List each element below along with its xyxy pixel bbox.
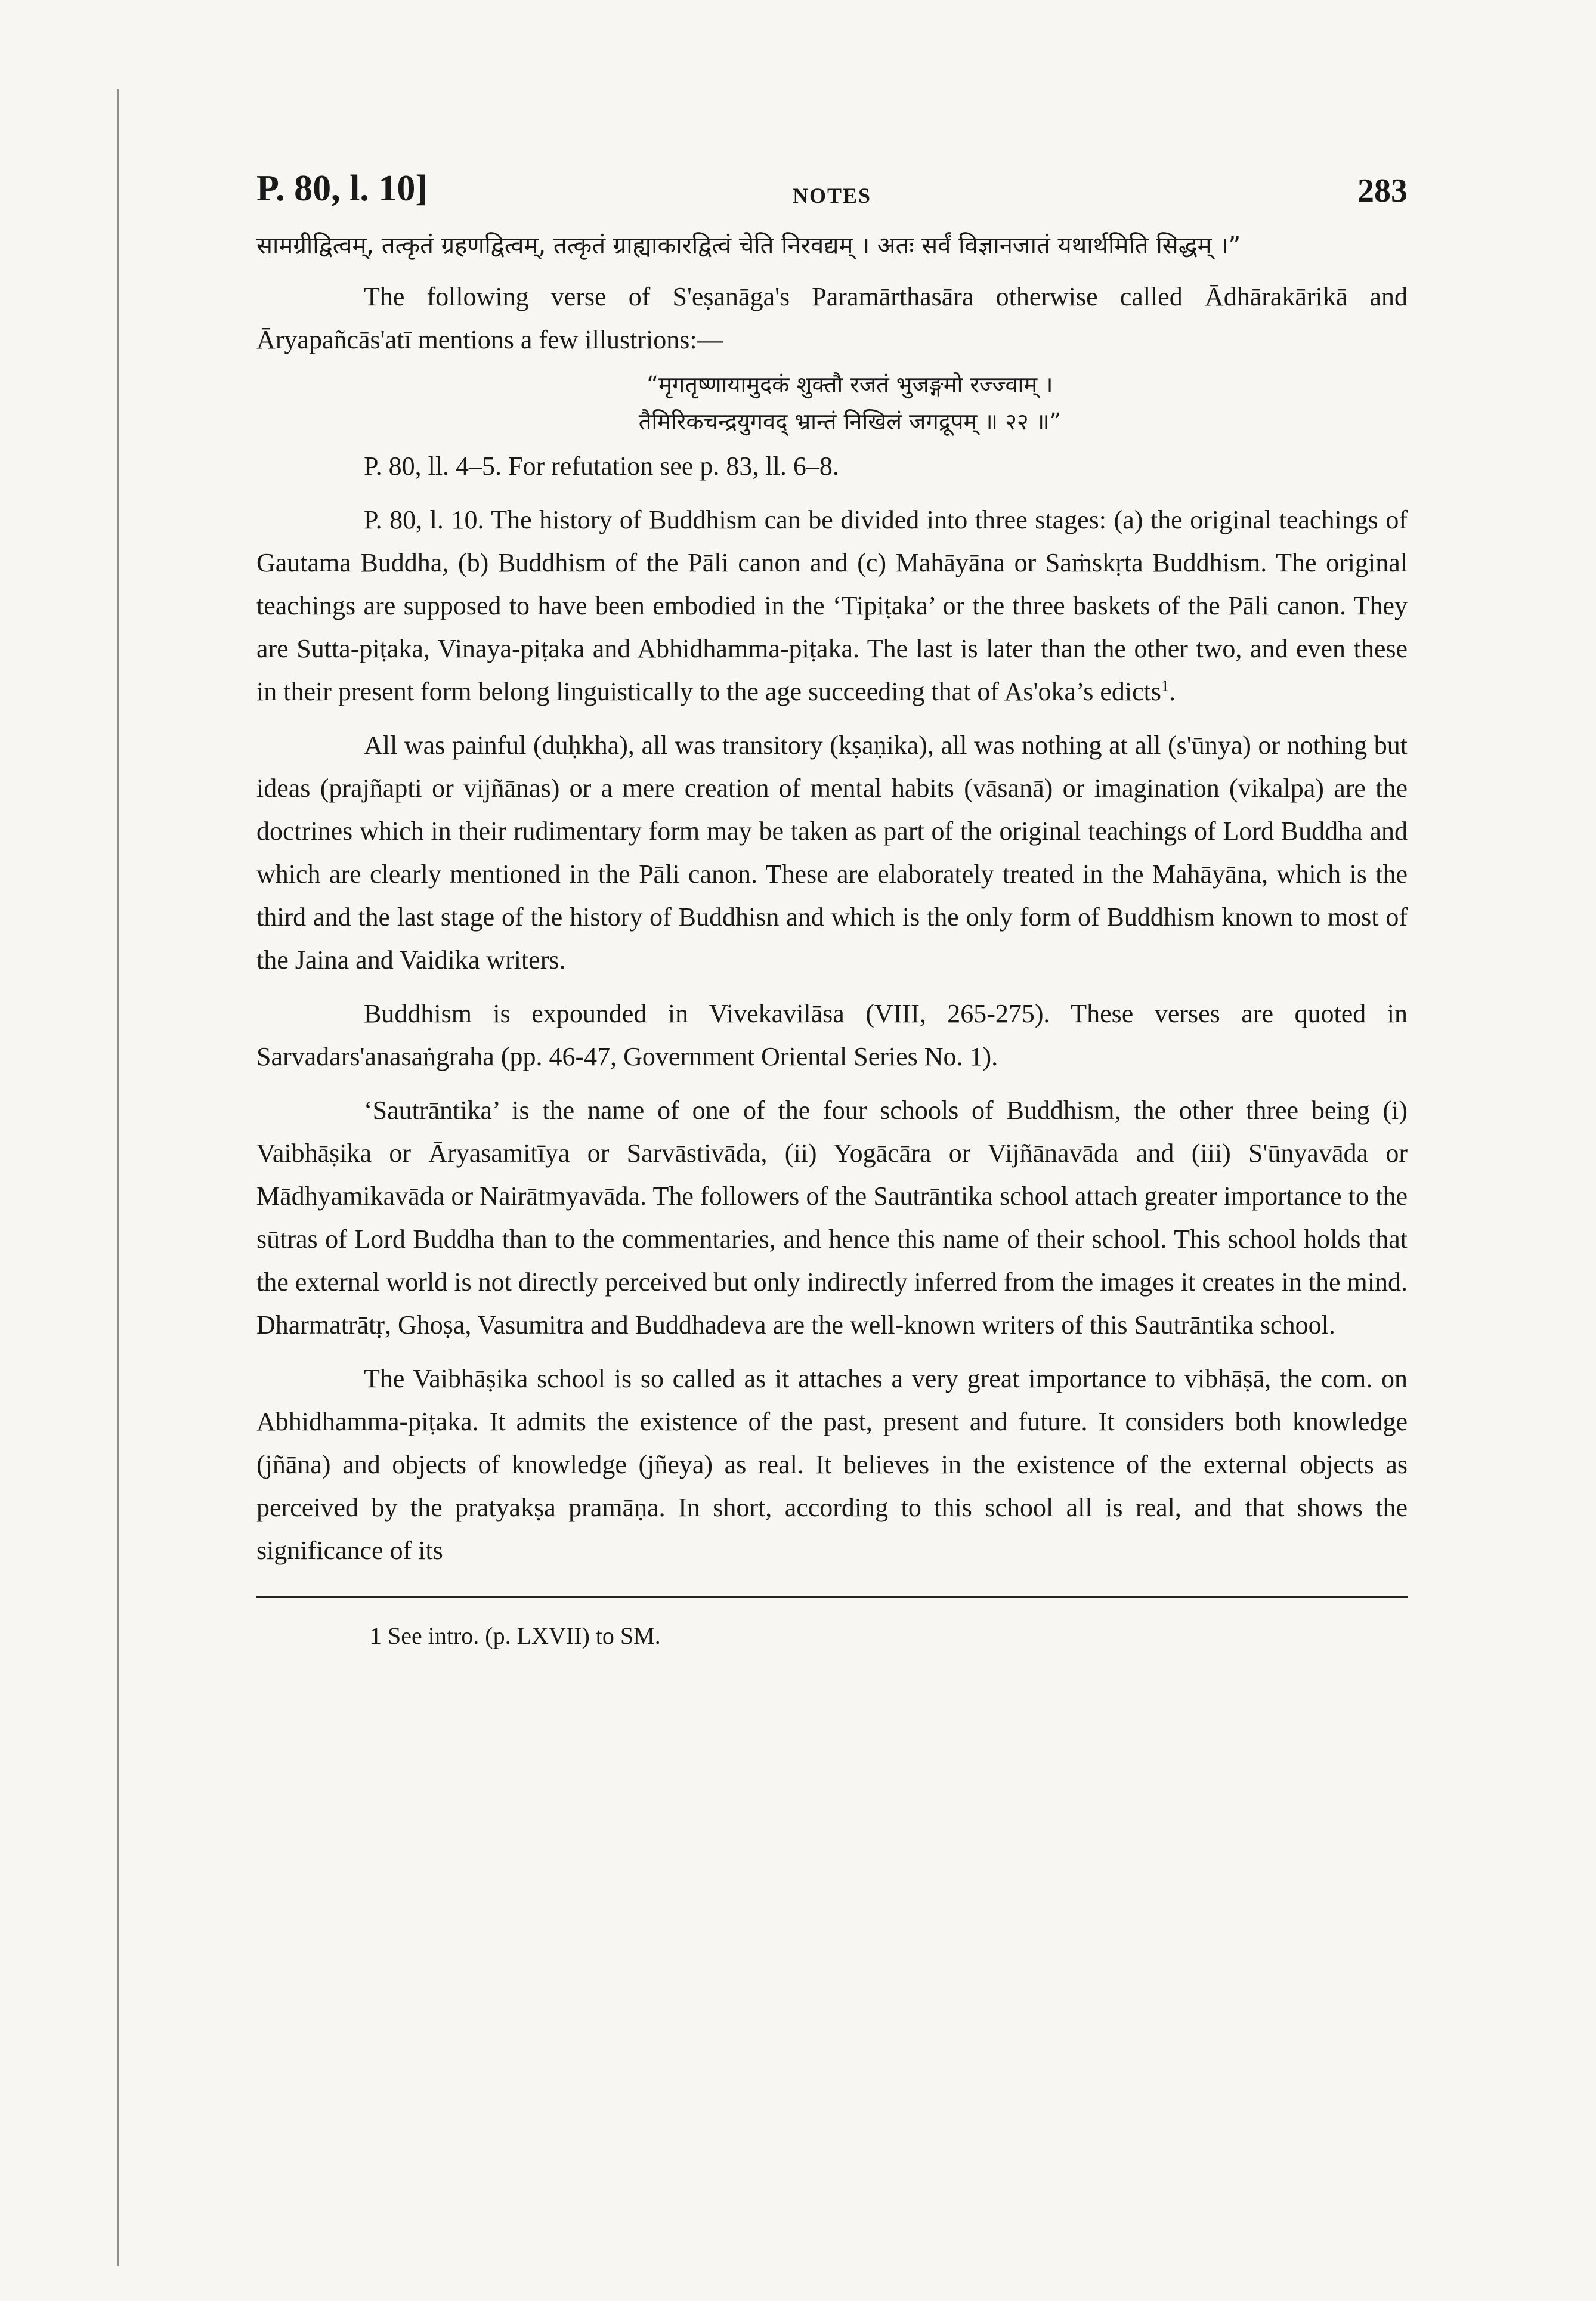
paragraph-history-text: P. 80, l. 10. The history of Buddhism can be divided into three stages: (a) the original teachings of Gautama Buddha, (b) Buddhism of the Pāli canon and (c) Mahāyāna or Saṁskṛta Buddhism. The original teachings are supposed to have been embodied in the ‘Tipiṭaka’ or the three baskets of the Pāli canon. They are Sutta-piṭaka, Vinaya-piṭaka and Abhidhamma-piṭaka. The last is later than the other two, and even these in their present form belong linguistically to the age succeeding that of As'oka’s edicts (256, 505, 1408, 706)
footnote-rule (256, 1596, 1408, 1598)
paragraph-doctrines: All was painful (duḥkha), all was transitory (kṣaṇika), all was nothing at all (s'ūnya) or nothing but ideas (prajñapti or vijñānas) or a mere creation of mental habits (vāsanā) or imagination (vikalpa) are the doctrines which in their rudimentary form may be taken as part of the original teachings of Lord Buddha and which are clearly mentioned in the Pāli canon. These are elaborately treated in the Mahāyāna, which is the third and the last stage of the history of Buddhisn and which is the only form of Buddhism known to most of the Jaina and Vaidika writers. (256, 731, 1408, 975)
paragraph-history-end: . (1169, 677, 1176, 706)
header-title: NOTES (792, 184, 872, 208)
paragraph-verse-intro: The following verse of S'eṣanāga's Paramārthasāra otherwise called Ādhārakārikā and Āryapañcās'atī mentions a few illustrions:— (256, 282, 1408, 354)
paragraph-refutation: P. 80, ll. 4–5. For refutation see p. 83, ll. 6–8. (364, 451, 839, 481)
sanskrit-passage: सामग्रीद्वित्वम्, तत्कृतं ग्रहणद्वित्वम्, तत्कृतं ग्राह्याकारद्वित्वं चेति निरवद्यम् । अतः सर्वं विज्ञानजातं यथार्थमिति सिद्धम् ।” (256, 232, 1241, 259)
footnote-marker: 1 (1161, 677, 1169, 695)
paragraph-vaibhasika: The Vaibhāṣika school is so called as it attaches a very great importance to vibhāṣā, the com. on Abhidhamma-piṭaka. It admits the existence of the past, present and future. It considers both knowledge (jñāna) and objects of knowledge (jñeya) as real. It believes in the existence of the external objects as perceived by the pratyakṣa pramāṇa. In short, according to this school all is real, and that shows the significance of its (256, 1364, 1408, 1565)
verse-line-2: तैमिरिकचन्द्रयुगवद् भ्रान्तं निखिलं जगद्रूपम् ॥ २२ ॥” (638, 409, 1062, 435)
paragraph-sautrantika: ‘Sautrāntika’ is the name of one of the four schools of Buddhism, the other three being (i) Vaibhāṣika or Āryasamitīya or Sarvāstivāda, (ii) Yogācāra or Vijñānavāda and (iii) S'ūnyavāda or Mādhyamikavāda or Nairātmyavāda. The followers of the Sautrāntika school attach greater importance to the sūtras of Lord Buddha than to the commentaries, and hence this name of their school. This school holds that the external world is not directly perceived but only indirectly inferred from the images it creates in the mind. Dharmatrātṛ, Ghoṣa, Vasumitra and Buddhadeva are the well-known writers of this Sautrāntika school. (256, 1096, 1408, 1340)
footnote: 1 See intro. (p. LXVII) to SM. (370, 1622, 661, 1649)
margin-line (117, 89, 119, 2266)
paragraph-history (256, 499, 1408, 713)
page (256, 161, 1408, 1657)
header-reference: P. 80, l. 10] (256, 168, 428, 209)
paragraph-vivekavilasa: Buddhism is expounded in Vivekavilāsa (VIII, 265-275). These verses are quoted in Sarvadars'anasaṅgraha (pp. 46-47, Government Oriental Series No. 1). (256, 999, 1408, 1071)
sanskrit-verse (256, 366, 1408, 440)
running-header (256, 161, 1408, 227)
page-number: 283 (1357, 172, 1408, 209)
verse-line-1: “मृगतृष्णायामुदकं शुक्तौ रजतं भुजङ्गमो रज्ज्वाम् । (647, 372, 1053, 398)
